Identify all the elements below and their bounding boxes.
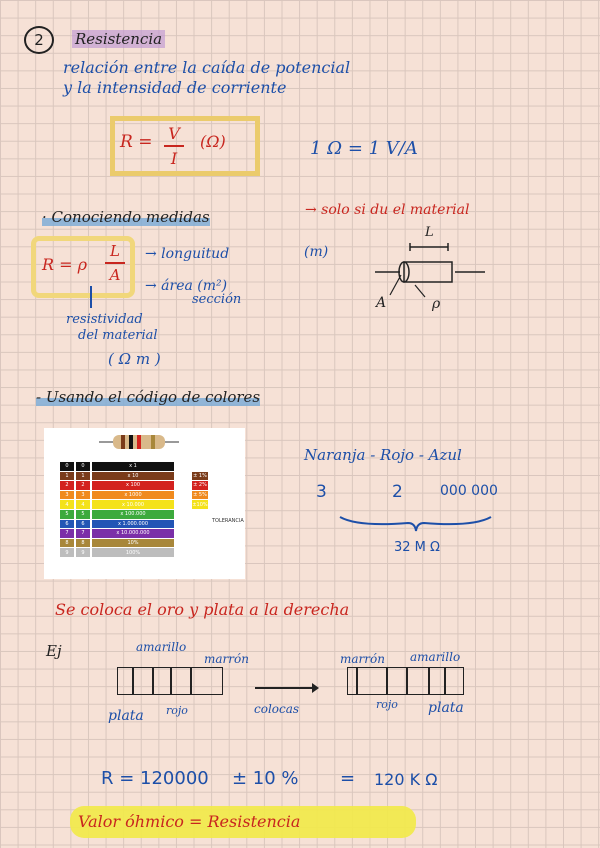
zeros: 000 000 [440,483,498,499]
diagram-rho-label: ρ [432,296,441,312]
multiplier-cell: x 10.000 [92,500,174,509]
result-equals: = [340,768,356,789]
digit-2: 2 [392,482,403,502]
digit-2-cell: 7 [76,529,90,538]
section-title: Resistencia [72,30,165,48]
tolerance-cell: ± 1% [193,472,207,479]
multiplier-cell: x 1000 [92,491,174,500]
tolerance-cell: ±10% [192,501,208,508]
resistivity-formula-left: R = ρ [42,255,88,274]
multiplier-cell: 10% [92,539,174,548]
multiplier-cell: x 1 [92,462,174,471]
digit-1-cell: 2 [60,481,74,490]
digit-2-cell: 5 [76,510,90,519]
tolerance-cell: ± 5% [193,492,207,499]
multiplier-cell: x 100.000 [92,510,174,519]
color-table-row [60,481,210,490]
multiplier-cell: x 10 [92,472,174,481]
resistor-color-table [44,428,245,579]
resistor-image [99,432,179,452]
digit-2-cell: 6 [76,520,90,529]
color-table-row [60,491,210,500]
digit-2-cell: 2 [76,481,90,490]
color-table-row [60,520,176,529]
example-label: Ej [46,642,62,660]
digit-2-cell: 3 [76,491,90,500]
result-tolerance: ± 10 % [232,768,299,789]
placement-rule: Se coloca el oro y plata a la derecha [55,600,350,619]
digit-1-cell: 4 [60,500,74,509]
digit-1-cell: 8 [60,539,74,548]
color-table-row [60,462,176,471]
right-bottom-label-1: rojo [376,698,398,711]
right-top-label-1: marrón [340,652,385,666]
digit-1: 3 [316,482,327,502]
down-arrow-line [90,286,92,308]
digit-2-cell: 1 [76,472,90,481]
color-table-row [60,539,176,548]
area-label: → área (m²) [145,278,228,294]
resistivity-numerator: L [110,242,120,260]
color-table-row [60,500,210,509]
result-value: 120 K Ω [374,770,438,789]
multiplier-cell: 100% [92,548,174,557]
digit-2-cell: 9 [76,548,90,557]
resistivity-unit: ( Ω m ) [108,350,161,368]
color-code-heading: - Usando el código de colores [36,388,261,406]
left-top-label-1: amarillo [136,640,187,654]
resistivity-sublabel: del material [78,328,158,343]
resistivity-label: resistividad [66,312,143,327]
definition-line-2: y la intensidad de corriente [63,78,287,97]
digit-1-cell: 1 [60,472,74,481]
ohm-formula-numerator: V [168,124,180,143]
tolerance-label: TOLERANCIA [212,518,244,524]
fraction-bar [164,145,184,147]
color-result: 32 M Ω [394,540,440,555]
resistivity-denominator: A [109,266,121,284]
digit-1-cell: 0 [60,462,74,471]
area-sublabel: sección [192,292,242,307]
measures-note: → solo si du el material [305,202,470,218]
ohm-formula-fraction [164,124,184,168]
left-resistor-strip [117,667,223,695]
tolerance-cell: ± 2% [193,482,207,489]
color-table-row [60,510,176,519]
length-unit: (m) [304,244,329,260]
color-table-row [60,472,210,481]
transform-arrow [255,687,317,689]
digit-2-cell: 4 [76,500,90,509]
diagram-length-label: L [425,225,434,240]
brace [338,513,493,533]
ohm-formula-denominator: I [170,149,178,168]
section-number: 2 [24,26,54,54]
multiplier-cell: x 10.000.000 [92,529,174,538]
color-table-row [60,529,176,538]
result-left: R = 120000 [101,768,209,789]
digit-1-cell: 7 [60,529,74,538]
right-bottom-label-2: plata [428,700,464,716]
digit-2-cell: 8 [76,539,90,548]
digit-1-cell: 6 [60,520,74,529]
digit-2-cell: 0 [76,462,90,471]
length-label: → longuitud [145,246,230,262]
left-bottom-label-2: rojo [166,704,188,717]
multiplier-cell: x 1.000.000 [92,520,174,529]
right-resistor-strip [347,667,464,695]
color-table-row [60,548,176,557]
digit-1-cell: 9 [60,548,74,557]
digit-1-cell: 3 [60,491,74,500]
diagram-area-label: A [376,295,387,311]
final-statement: Valor óhmico = Resistencia [78,812,301,831]
colors-text: Naranja - Rojo - Azul [304,446,462,464]
ohm-formula-unit: (Ω) [200,132,226,151]
measures-heading: · Conociendo medidas [42,208,210,226]
ohm-equivalence: 1 Ω = 1 V/A [310,138,418,159]
multiplier-cell: x 100 [92,481,174,490]
ohm-formula-left: R = [120,132,153,152]
resistivity-fraction [105,242,125,284]
fraction-bar [105,262,125,264]
left-bottom-label-1: plata [108,708,144,724]
middle-label: colocas [254,702,300,716]
right-top-label-2: amarillo [410,650,461,664]
left-top-label-2: marrón [204,652,249,666]
definition-line-1: relación entre la caída de potencial [63,58,351,77]
digit-1-cell: 5 [60,510,74,519]
